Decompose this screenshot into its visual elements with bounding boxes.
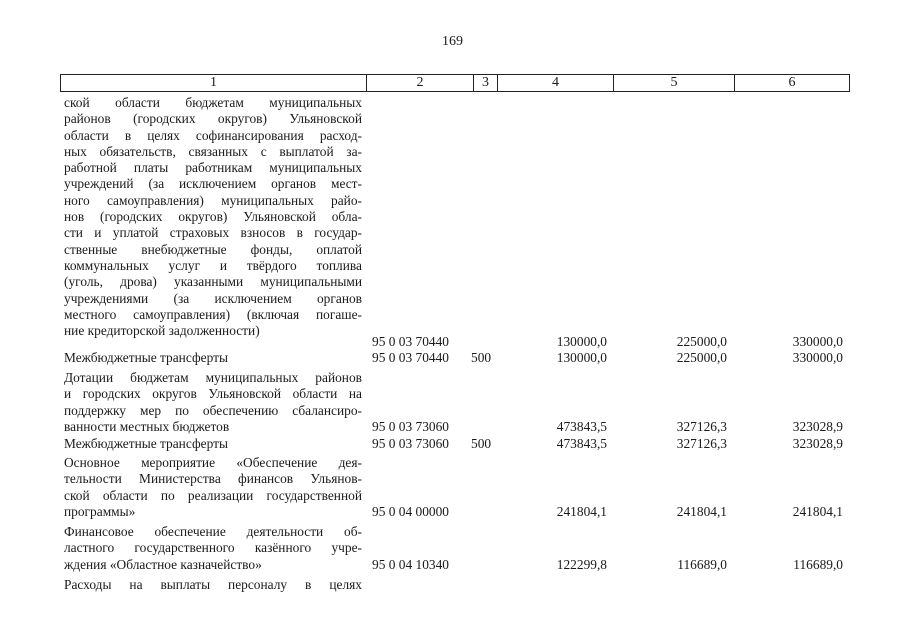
target-article-code: 95 0 04 10340 [372,557,449,572]
amount-col-6: 116689,0 [793,557,843,572]
amount-col-4: 122299,8 [556,557,607,572]
amount-col-4: 473843,5 [556,436,607,451]
description-line: программы» [64,503,136,519]
table-row-description [64,524,362,573]
description-line: Межбюджетные трансферты [64,436,228,451]
header-col-2: 2 [366,75,473,91]
expense-type-code: 500 [471,350,492,365]
amount-col-6: 241804,1 [792,504,843,519]
amount-col-5: 116689,0 [677,557,727,572]
amount-col-6: 330000,0 [792,334,843,349]
description-line: ванности местных бюджетов [64,418,230,434]
table-row-description [64,350,362,366]
description-line: ластного государственного казённого учре- [64,540,362,556]
description-line: учреждений (за исключением органов мест- [64,176,362,192]
amount-col-5: 327126,3 [676,436,727,451]
amount-col-5: 327126,3 [676,419,727,434]
description-line: коммунальных услуг и твёрдого топлива [64,257,362,273]
amount-col-4: 130000,0 [556,334,607,349]
description-line: ской области бюджетам муниципальных [64,95,362,110]
description-line: Расходы на выплаты персоналу в целях [64,577,362,592]
table-row-description [64,95,362,339]
description-line: сти и уплатой страховых взносов в государ- [64,225,362,241]
amount-col-5: 241804,1 [676,504,727,519]
amount-col-5: 225000,0 [676,350,727,365]
amount-col-4: 130000,0 [556,350,607,365]
description-line: ственные внебюджетные фонды, оплатой [64,241,362,257]
description-line: работной платы работникам муниципальных [64,160,362,176]
description-line: Основное мероприятие «Обеспечение дея- [64,455,362,470]
description-line: ской области по реализации государственной [64,487,362,503]
description-line: Финансовое обеспечение деятельности об- [64,524,362,539]
description-line: ного самоуправления) муниципальных райо- [64,192,362,208]
target-article-code: 95 0 04 00000 [372,504,449,519]
page-number: 169 [442,34,463,49]
description-line: учреждениями (за исключением органов [64,290,362,306]
table-row-description [64,436,362,452]
description-line: и городских округов Ульяновской области на [64,386,362,402]
amount-col-5: 225000,0 [676,334,727,349]
amount-col-6: 323028,9 [792,419,843,434]
description-line: (уголь, дрова) указанными муниципальными [64,274,362,290]
amount-col-4: 473843,5 [556,419,607,434]
description-line: местного самоуправления) (включая погаше- [64,306,362,322]
description-line: ных обязательств, связанных с выплатой за- [64,143,362,159]
description-line: Межбюджетные трансферты [64,350,228,365]
table-row-description [64,455,362,520]
header-col-1: 1 [60,75,366,91]
description-line: ние кредиторской задолженности) [64,323,260,339]
table-row-description [64,577,362,593]
amount-col-4: 241804,1 [556,504,607,519]
header-col-4: 4 [497,75,613,91]
table-row-description [64,370,362,435]
amount-col-6: 330000,0 [792,350,843,365]
target-article-code: 95 0 03 70440 [372,334,449,349]
table-header [60,74,850,92]
description-line: ждения «Областное казначейство» [64,556,262,572]
target-article-code: 95 0 03 73060 [372,436,449,451]
amount-col-6: 323028,9 [792,436,843,451]
description-line: районов (городских округов) Ульяновской [64,111,362,127]
target-article-code: 95 0 03 70440 [372,350,449,365]
header-col-5: 5 [613,75,734,91]
description-line: Дотации бюджетам муниципальных районов [64,370,362,385]
description-line: поддержку мер по обеспечению сбалансиро- [64,402,362,418]
description-line: нов (городских округов) Ульяновской обла- [64,209,362,225]
header-col-3: 3 [473,75,497,91]
expense-type-code: 500 [471,436,492,451]
description-line: области в целях софинансирования расход- [64,127,362,143]
target-article-code: 95 0 03 73060 [372,419,449,434]
description-line: тельности Министерства финансов Ульянов- [64,471,362,487]
header-col-6: 6 [734,75,850,91]
